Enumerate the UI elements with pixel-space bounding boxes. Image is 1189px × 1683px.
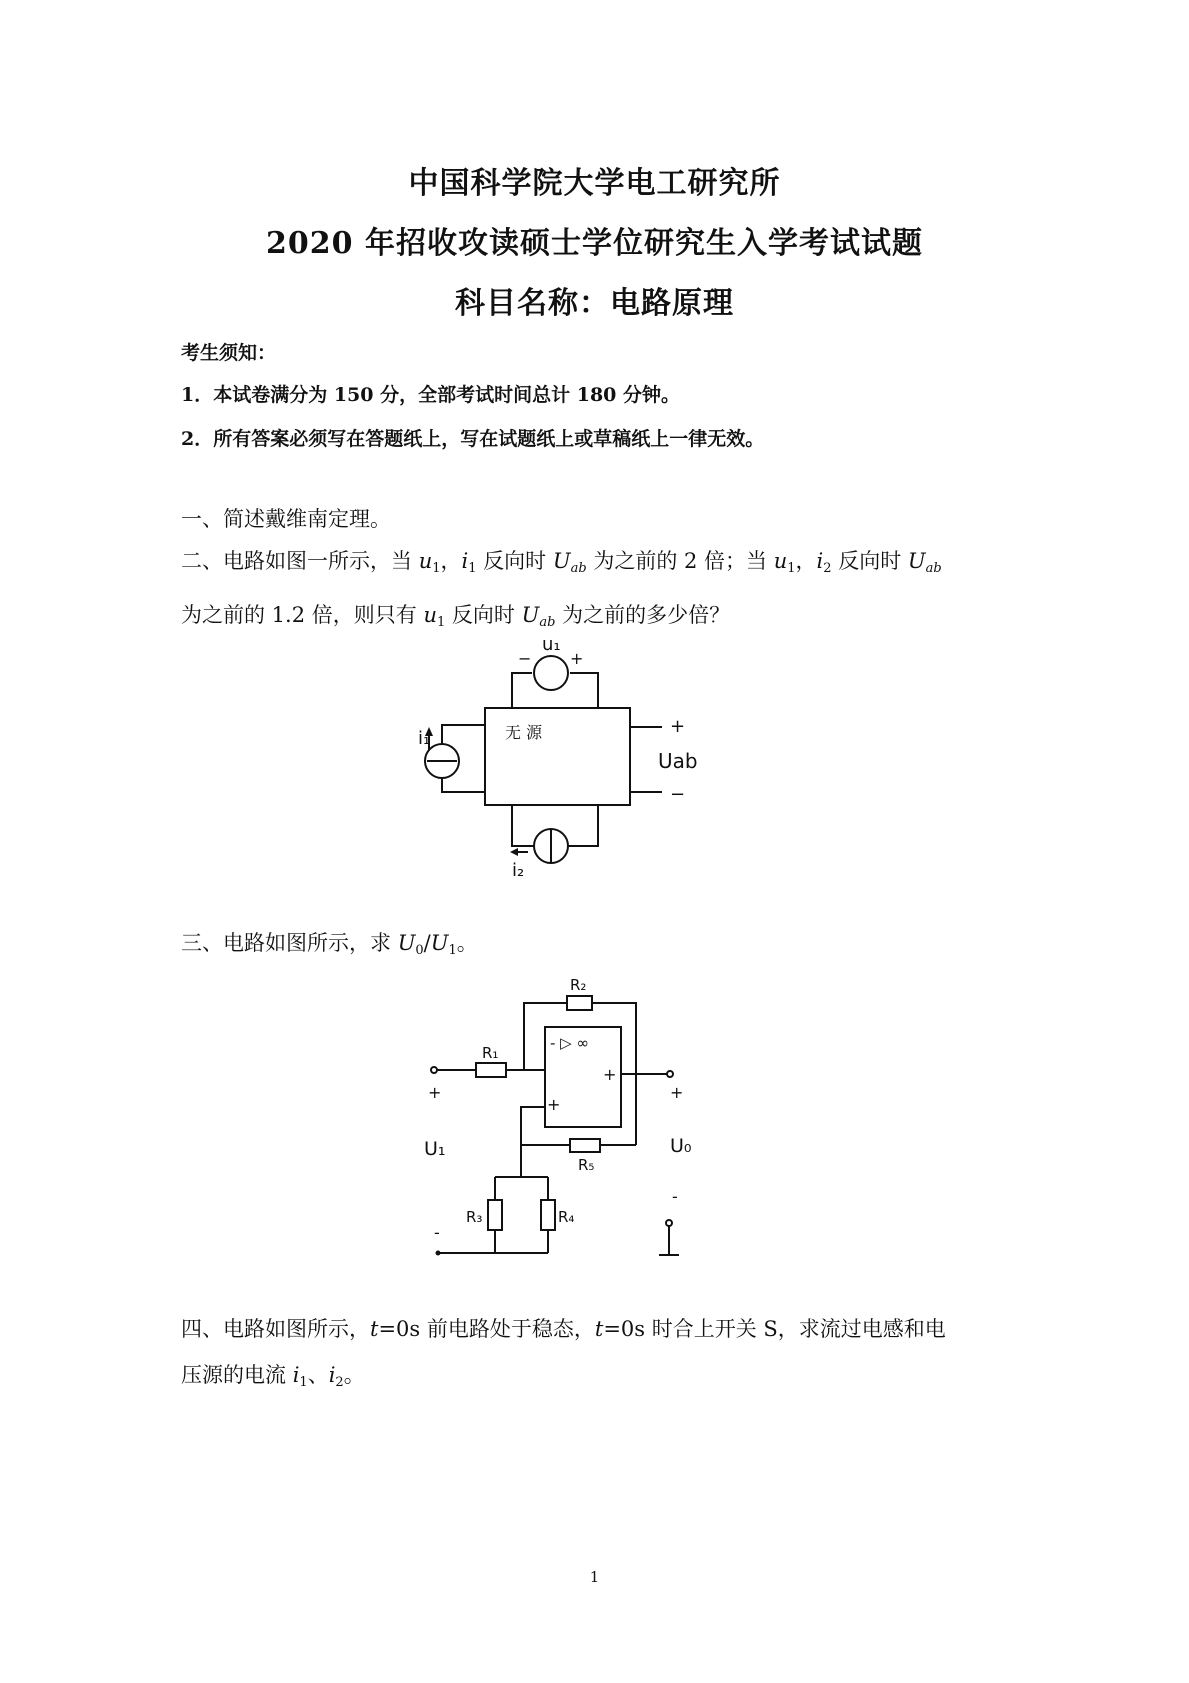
resistor-r5 — [570, 1139, 600, 1152]
voltage-source-u1 — [534, 656, 568, 690]
input-terminal-top — [431, 1067, 437, 1073]
resistor-r2 — [567, 996, 592, 1010]
left-wire-bottom — [442, 778, 485, 792]
opamp-symbol: - ▷ ∞ — [550, 1034, 589, 1052]
resistor-r3 — [488, 1200, 502, 1230]
figure-1-circuit — [400, 630, 760, 890]
question-1: 一、简述戴维南定理。 — [181, 507, 391, 531]
u0-voltage-label: U₀ — [670, 1135, 692, 1157]
r3-label: R₃ — [466, 1208, 483, 1226]
output-minus-sign: - — [672, 1187, 678, 1206]
opamp-output-plus: + — [603, 1065, 617, 1084]
plus-sign-top: + — [570, 649, 584, 668]
top-wire-right — [570, 673, 598, 708]
output-terminal-top — [667, 1071, 673, 1077]
output-plus-sign: + — [670, 1083, 684, 1102]
notice-heading: 考生须知： — [181, 342, 277, 364]
u1-voltage-label: U₁ — [424, 1138, 446, 1160]
subject-title: 科目名称：电路原理 — [455, 286, 734, 321]
input-minus-sign: - — [434, 1223, 440, 1242]
passive-label: 无 源 — [505, 723, 543, 742]
resistor-r1 — [476, 1063, 506, 1077]
resistor-r4 — [541, 1200, 555, 1230]
r2-label: R₂ — [570, 976, 587, 994]
page-number: 1 — [589, 1568, 600, 1586]
exam-title: 2020 年招收攻读硕士学位研究生入学考试试题 — [266, 226, 923, 261]
minus-sign-top: − — [518, 649, 532, 668]
question-3: 三、电路如图所示，求 $U_0/U_1$。 — [181, 931, 478, 958]
notice-item-2: 2．所有答案必须写在答题纸上，写在试题纸上或草稿纸上一律无效。 — [181, 428, 765, 450]
question-4: 四、电路如图所示，t=0s 前电路处于稳态，t=0s 时合上开关 S，求流过电感和电 压源的电流 $i_1$、$i_2$。 — [181, 1317, 946, 1390]
output-terminal-bottom — [666, 1220, 672, 1226]
minus-sign-right: − — [670, 784, 686, 805]
left-wire — [442, 725, 485, 744]
i2-label: i₂ — [512, 860, 525, 881]
question-2: 二、电路如图一所示，当 $u_1$，$i_1$ 反向时 $U_{ab}$ 为之前的 2 倍；当 $u_1$，$i_2$ 反向时 $U_{ab}$ 为之前的 1.2 倍，则只有 $u_1$ 反向时 $U_{ab}$ 为之前的多少倍？ — [181, 549, 942, 630]
input-terminal-bottom — [436, 1251, 441, 1256]
opamp-plus-input: + — [547, 1095, 561, 1114]
bottom-wire-right — [568, 805, 598, 846]
i1-label: i₁ — [418, 728, 431, 749]
r1-label: R₁ — [482, 1044, 499, 1062]
r4-label: R₄ — [558, 1208, 575, 1226]
uab-label: Uab — [658, 749, 698, 773]
input-plus-sign: + — [428, 1083, 442, 1102]
figure-2-circuit — [420, 970, 720, 1270]
plus-sign-right: + — [670, 716, 686, 737]
u1-label: u₁ — [542, 634, 561, 655]
top-wire — [512, 673, 532, 708]
notice-item-1: 1．本试卷满分为 150 分，全部考试时间总计 180 分钟。 — [181, 384, 681, 406]
bottom-wire — [512, 805, 534, 846]
r5-label: R₅ — [578, 1156, 595, 1174]
school-title: 中国科学院大学电工研究所 — [408, 166, 781, 201]
